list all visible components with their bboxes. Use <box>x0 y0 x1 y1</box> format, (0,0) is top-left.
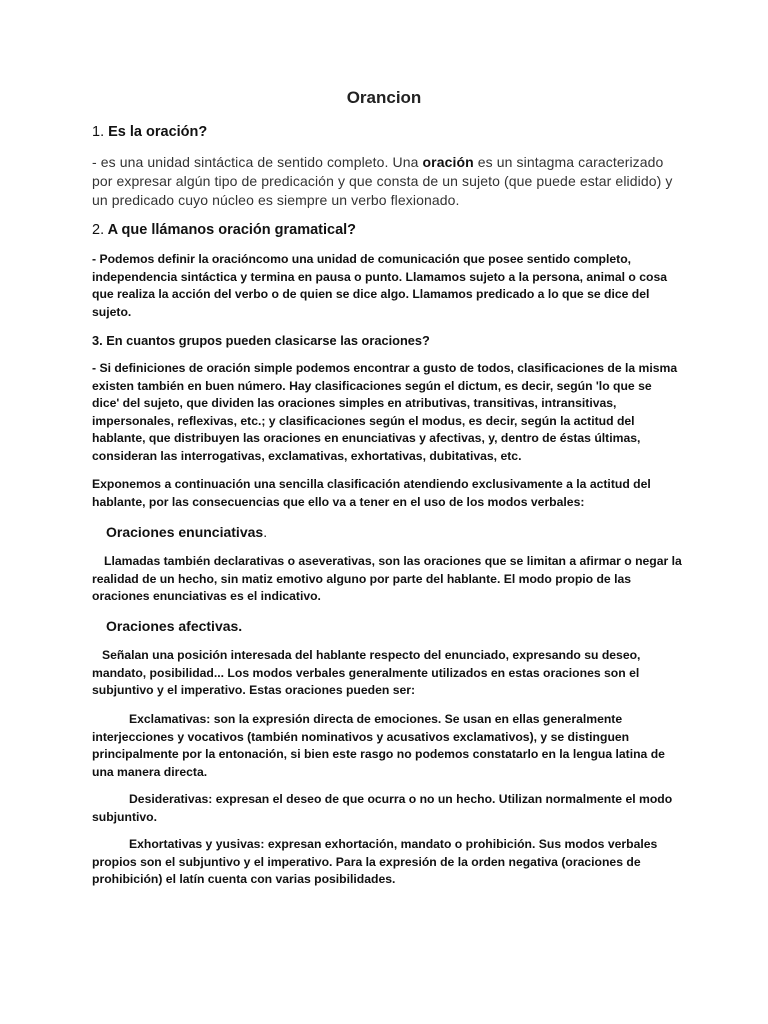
exponemos-paragraph: Exponemos a continuación una sencilla clasificación atendiendo exclusivamente a la actitud del hablante, por las consecuencias que ello va a tener en el uso de los modos verbales: <box>92 477 651 509</box>
answer-1-pre: - es una unidad sintáctica de sentido completo. Una <box>92 154 423 170</box>
question-1-number: 1. <box>92 124 105 140</box>
question-2-answer: - Podemos definir la oracióncomo una unidad de comunicación que posee sentido completo, independencia sintáctica y termina en pausa o punto. Llamamos sujeto a la persona, animal o cosa que realiza la acción del verbo o de quien se dice algo. Llamamos predicado a lo que se dice del sujeto. <box>92 252 668 319</box>
question-1-answer <box>92 153 687 210</box>
answer-1-post: es un sintagma caracterizado por expresar algún tipo de predicación y que consta de un sujeto (que puede estar elidido) y un predicado cuyo núcleo es siempre un verbo flexionado. <box>92 154 673 208</box>
question-2-number: 2. <box>92 222 105 238</box>
question-3-heading: 3. En cuantos grupos pueden clasicarse las oraciones? <box>92 333 430 348</box>
question-1-text: Es la oración? <box>108 124 208 140</box>
enunciativas-heading <box>106 524 666 540</box>
question-2-text: A que llámanos oración gramatical? <box>107 222 357 238</box>
desiderativas-paragraph: Desiderativas: expresan el deseo de que ocurra o no un hecho. Utilizan normalmente el modo subjuntivo. <box>92 792 673 824</box>
afectivas-heading: Oraciones afectivas. <box>106 618 243 634</box>
enunciativas-title: Oraciones enunciativas <box>106 524 264 540</box>
question-2-heading <box>92 222 682 238</box>
answer-1-bold: oración <box>422 154 474 170</box>
enunciativas-paragraph: Llamadas también declarativas o aseverativas, son las oraciones que se limitan a afirmar o negar la realidad de un hecho, sin matiz emotivo alguno por parte del hablante. El modo propio de las oraciones enunciativas es el indicativo. <box>92 554 682 604</box>
document-title: Orancion <box>346 88 422 107</box>
exclamativas-paragraph: Exclamativas: son la expresión directa de emociones. Se usan en ellas generalmente interjecciones y vocativos (también nominativos y acusativos exclamativos), y se distinguen principalmente por la entonación, si bien este rasgo no podemos constatarlo en la lengua latina de una manera directa. <box>92 712 665 779</box>
afectivas-paragraph: Señalan una posición interesada del hablante respecto del enunciado, expresando su deseo, mandato, posibilidad... Los modos verbales generalmente utilizados en estas oraciones son el subjuntivo y el imperativo. Estas oraciones pueden ser: <box>92 648 641 698</box>
question-1-heading <box>92 124 682 140</box>
question-3-answer: - Si definiciones de oración simple podemos encontrar a gusto de todos, clasificaciones de la misma existen también en buen número. Hay clasificaciones según el dictum, es decir, según 'lo que se dice' del sujeto, que dividen las oraciones simples en atributivas, transitivas, intransitivas, impersonales, reflexivas, etc.; y clasificaciones según el modus, es decir, según la actitud del hablante, que distribuyen las oraciones en enunciativas y afectivas, y, dentro de éstas últimas, consideran las interrogativas, exclamativas, exhortativas, dubitativas, etc. <box>92 361 678 463</box>
exhortativas-paragraph: Exhortativas y yusivas: expresan exhortación, mandato o prohibición. Sus modos verbales propios son el subjuntivo y el imperativo. Para la expresión de la orden negativa (oraciones de prohibición) el latín cuenta con varias posibilidades. <box>92 837 658 887</box>
enunciativas-dot: . <box>263 524 268 540</box>
